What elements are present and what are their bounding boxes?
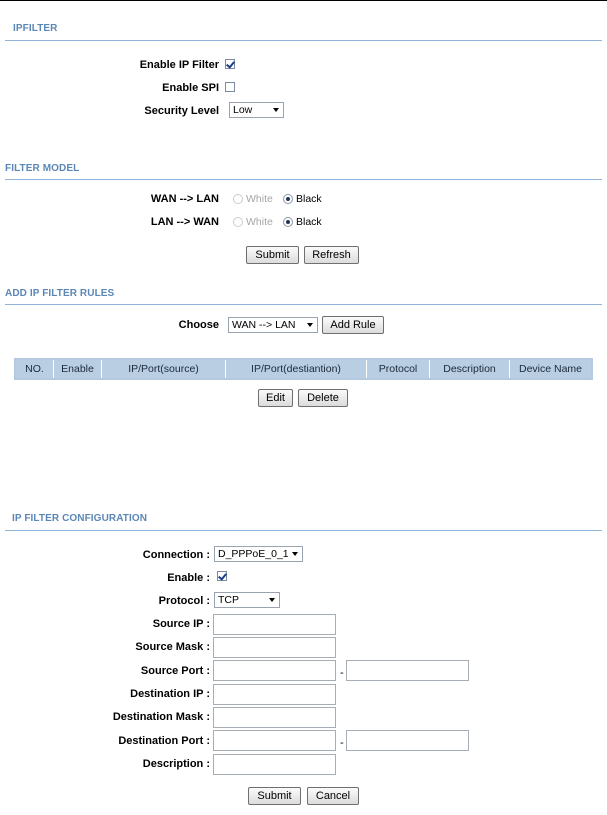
source-port-separator: - — [340, 667, 344, 679]
enable-label: Enable : — [167, 572, 210, 584]
destination-port-start-input[interactable] — [213, 730, 336, 751]
source-mask-input[interactable] — [213, 637, 336, 658]
destination-mask-input[interactable] — [213, 707, 336, 728]
filter-model-title: FILTER MODEL — [5, 163, 80, 174]
enable-spi-label: Enable SPI — [162, 82, 219, 94]
lan-wan-black-label: Black — [296, 216, 322, 228]
lan-wan-label: LAN --> WAN — [150, 216, 219, 228]
refresh-button[interactable]: Refresh — [304, 246, 359, 264]
config-divider — [5, 530, 602, 531]
destination-mask-label: Destination Mask : — [112, 711, 210, 723]
chevron-down-icon — [307, 323, 313, 327]
add-rule-button[interactable]: Add Rule — [322, 316, 384, 334]
source-mask-label: Source Mask : — [135, 641, 210, 653]
source-ip-input[interactable] — [213, 614, 336, 635]
chevron-down-icon — [269, 598, 275, 602]
destination-port-label: Destination Port : — [118, 735, 210, 747]
choose-direction-value: WAN --> LAN — [232, 319, 296, 331]
description-input[interactable] — [213, 754, 336, 775]
protocol-value: TCP — [218, 594, 239, 606]
cancel-button[interactable]: Cancel — [307, 787, 359, 805]
lan-wan-black-radio[interactable] — [283, 217, 293, 227]
security-level-select[interactable] — [229, 102, 284, 118]
protocol-select[interactable] — [214, 592, 280, 608]
choose-direction-select[interactable] — [228, 317, 318, 333]
add-rules-title: ADD IP FILTER RULES — [5, 288, 115, 299]
rules-table — [14, 358, 593, 380]
wan-lan-black-radio[interactable] — [283, 194, 293, 204]
chevron-down-icon — [273, 108, 279, 112]
filter-model-submit-button[interactable]: Submit — [246, 246, 299, 264]
edit-button[interactable]: Edit — [258, 389, 293, 407]
source-port-start-input[interactable] — [213, 660, 336, 681]
security-level-value: Low — [233, 104, 253, 116]
protocol-label: Protocol : — [158, 595, 210, 607]
chevron-down-icon — [292, 552, 298, 556]
destination-ip-label: Destination IP : — [130, 688, 210, 700]
source-ip-label: Source IP : — [152, 618, 210, 630]
column-source: IP/Port(source) — [102, 360, 226, 378]
filter-model-divider — [5, 179, 602, 180]
connection-label: Connection : — [142, 549, 210, 561]
ipfilter-title: IPFILTER — [13, 23, 58, 34]
enable-rule-checkbox[interactable] — [217, 571, 227, 581]
top-border — [0, 0, 607, 1]
delete-button[interactable]: Delete — [298, 389, 348, 407]
connection-select[interactable] — [214, 546, 303, 562]
choose-label: Choose — [178, 319, 219, 331]
enable-ip-filter-checkbox[interactable] — [225, 59, 235, 69]
wan-lan-white-label: White — [246, 193, 273, 205]
lan-wan-white-label: White — [246, 216, 273, 228]
wan-lan-black-label: Black — [296, 193, 322, 205]
source-port-label: Source Port : — [140, 665, 210, 677]
security-level-label: Security Level — [144, 105, 219, 117]
rules-table-header — [16, 360, 591, 378]
column-enable: Enable — [54, 360, 102, 378]
destination-port-separator: - — [340, 737, 344, 749]
column-device-name: Device Name — [510, 360, 591, 378]
column-no: NO. — [16, 360, 54, 378]
column-protocol: Protocol — [367, 360, 430, 378]
enable-ip-filter-label: Enable IP Filter — [139, 59, 219, 71]
column-destination: IP/Port(destiantion) — [226, 360, 367, 378]
ipfilter-divider — [5, 40, 602, 41]
source-port-end-input[interactable] — [346, 660, 469, 681]
wan-lan-white-radio[interactable] — [233, 194, 243, 204]
enable-spi-checkbox[interactable] — [225, 82, 235, 92]
column-description: Description — [430, 360, 510, 378]
connection-value: D_PPPoE_0_1 — [218, 548, 289, 560]
config-submit-button[interactable]: Submit — [248, 787, 301, 805]
description-label: Description : — [142, 758, 210, 770]
destination-ip-input[interactable] — [213, 684, 336, 705]
add-rules-divider — [5, 304, 602, 305]
lan-wan-white-radio[interactable] — [233, 217, 243, 227]
destination-port-end-input[interactable] — [346, 730, 469, 751]
config-title: IP FILTER CONFIGURATION — [12, 513, 148, 524]
wan-lan-label: WAN --> LAN — [150, 193, 219, 205]
